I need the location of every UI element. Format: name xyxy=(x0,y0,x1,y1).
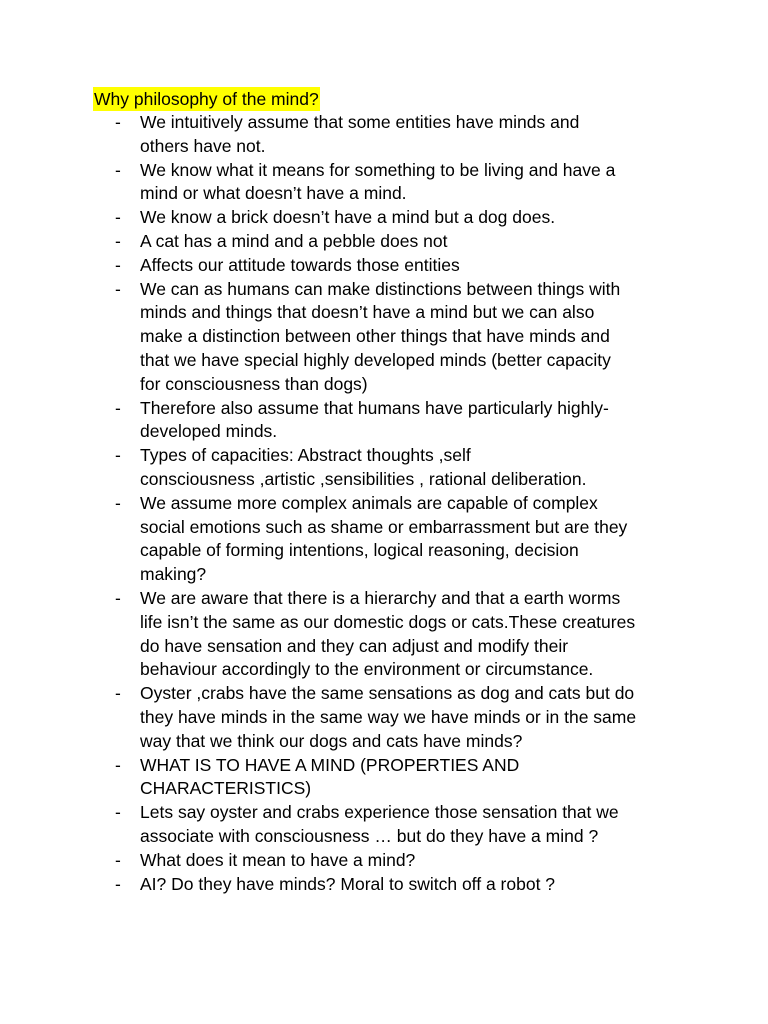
bullet-dash: - xyxy=(115,587,121,608)
list-item-line: We know a brick doesn’t have a mind but a dog does. xyxy=(140,207,556,228)
list-item-line: Lets say oyster and crabs experience those sensation that we xyxy=(140,802,619,823)
list-item-line: make a distinction between other things that have minds and xyxy=(140,326,610,347)
list-item-line: What does it mean to have a mind? xyxy=(140,849,416,870)
bullet-dash: - xyxy=(115,873,121,894)
list-item-line: that we have special highly developed minds (better capacity xyxy=(140,349,611,370)
bullet-dash: - xyxy=(115,207,121,228)
bullet-dash: - xyxy=(115,230,121,251)
list-item xyxy=(93,111,693,159)
bullet-dash: - xyxy=(115,445,121,466)
list-item-line: Types of capacities: Abstract thoughts ,self xyxy=(140,445,471,466)
list-item-line: others have not. xyxy=(140,135,266,156)
list-item xyxy=(93,444,693,492)
list-item xyxy=(93,206,693,230)
list-item xyxy=(93,682,693,753)
document-body xyxy=(93,87,693,896)
list-item-line: developed minds. xyxy=(140,421,278,442)
list-item xyxy=(93,397,693,445)
list-item xyxy=(93,492,693,587)
list-item-line: Therefore also assume that humans have particularly highly- xyxy=(140,397,609,418)
list-item-line: capable of forming intentions, logical reasoning, decision xyxy=(140,540,579,561)
list-item-line: We are aware that there is a hierarchy and that a earth worms xyxy=(140,587,621,608)
bullet-dash: - xyxy=(115,159,121,180)
list-item xyxy=(93,849,693,873)
list-item xyxy=(93,754,693,802)
list-item xyxy=(93,278,693,397)
bullet-dash: - xyxy=(115,278,121,299)
list-item-line: We can as humans can make distinctions between things with xyxy=(140,278,621,299)
bullet-dash: - xyxy=(115,849,121,870)
list-item-line: life isn’t the same as our domestic dogs or cats.These creatures xyxy=(140,611,636,632)
list-item-line: do have sensation and they can adjust and modify their xyxy=(140,635,569,656)
bullet-dash: - xyxy=(115,254,121,275)
list-item-line: Oyster ,crabs have the same sensations as dog and cats but do xyxy=(140,683,635,704)
bullet-dash: - xyxy=(115,683,121,704)
list-item-line: consciousness ,artistic ,sensibilities , rational deliberation. xyxy=(140,468,587,489)
list-item xyxy=(93,587,693,682)
bullet-list xyxy=(93,111,693,896)
list-item-line: AI? Do they have minds? Moral to switch off a robot ? xyxy=(140,873,556,894)
list-item-line: We know what it means for something to be living and have a xyxy=(140,159,616,180)
list-item xyxy=(93,254,693,278)
list-item-line: way that we think our dogs and cats have minds? xyxy=(140,730,523,751)
list-item-line: making? xyxy=(140,564,207,585)
list-item-line: associate with consciousness … but do they have a mind ? xyxy=(140,825,599,846)
list-item-line: A cat has a mind and a pebble does not xyxy=(140,230,448,251)
list-item-line: Affects our attitude towards those entities xyxy=(140,254,460,275)
list-item-line: We intuitively assume that some entities have minds and xyxy=(140,112,580,132)
bullet-dash: - xyxy=(115,397,121,418)
bullet-dash: - xyxy=(115,802,121,823)
page-title: Why philosophy of the mind? xyxy=(94,89,319,109)
list-item-line: WHAT IS TO HAVE A MIND (PROPERTIES AND xyxy=(140,754,520,775)
list-item-line: mind or what doesn’t have a mind. xyxy=(140,183,407,204)
list-item-line: social emotions such as shame or embarrassment but are they xyxy=(140,516,628,537)
list-item-line: CHARACTERISTICS) xyxy=(140,778,312,799)
bullet-dash: - xyxy=(115,754,121,775)
bullet-dash: - xyxy=(115,112,121,132)
list-item-line: behaviour accordingly to the environment or circumstance. xyxy=(140,659,594,680)
list-item xyxy=(93,230,693,254)
list-item-line: minds and things that doesn’t have a mind but we can also xyxy=(140,302,595,323)
list-item xyxy=(93,159,693,207)
list-item xyxy=(93,801,693,849)
list-item xyxy=(93,873,693,897)
list-item-line: We assume more complex animals are capable of complex xyxy=(140,492,598,513)
list-item-line: for consciousness than dogs) xyxy=(140,373,368,394)
bullet-dash: - xyxy=(115,492,121,513)
list-item-line: they have minds in the same way we have minds or in the same xyxy=(140,706,637,727)
